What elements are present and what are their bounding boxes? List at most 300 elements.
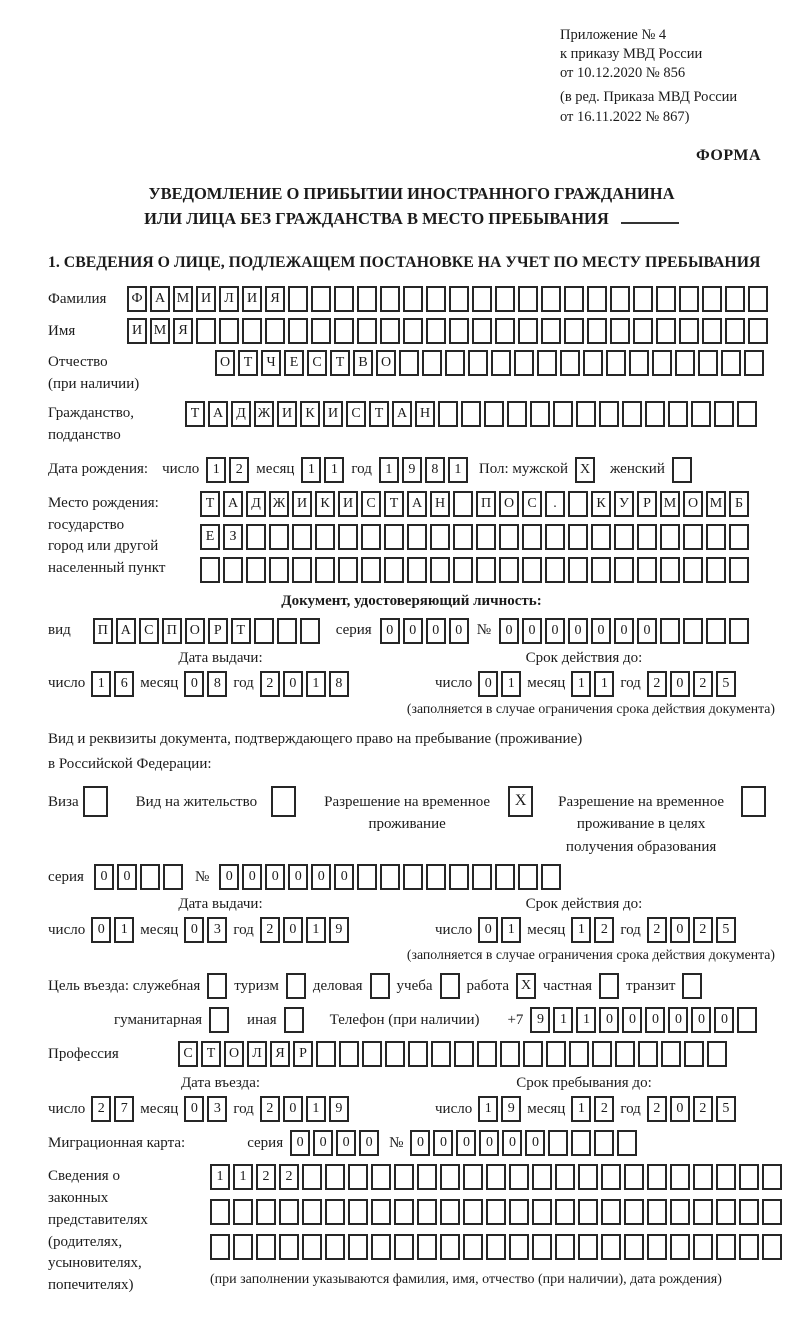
form-cell[interactable]: 1: [553, 1007, 573, 1033]
form-cell[interactable]: [545, 557, 565, 583]
form-cell[interactable]: 9: [501, 1096, 521, 1122]
form-cell[interactable]: [683, 618, 703, 644]
form-cell[interactable]: [426, 864, 446, 890]
form-cell[interactable]: [140, 864, 160, 890]
form-cell[interactable]: [656, 318, 676, 344]
form-cell[interactable]: [357, 318, 377, 344]
form-cell[interactable]: [207, 973, 227, 999]
form-cell[interactable]: [614, 557, 634, 583]
form-cell[interactable]: Е: [284, 350, 304, 376]
form-cell[interactable]: 0: [670, 917, 690, 943]
form-cell[interactable]: [495, 864, 515, 890]
form-cell[interactable]: 0: [622, 1007, 642, 1033]
form-cell[interactable]: [453, 557, 473, 583]
form-cell[interactable]: [698, 350, 718, 376]
form-cell[interactable]: [587, 318, 607, 344]
form-cell[interactable]: [647, 1164, 667, 1190]
form-cell[interactable]: [522, 524, 542, 550]
form-cell[interactable]: [583, 350, 603, 376]
form-cell[interactable]: [507, 401, 527, 427]
form-cell[interactable]: [407, 524, 427, 550]
form-cell[interactable]: [384, 557, 404, 583]
form-cell[interactable]: [702, 318, 722, 344]
form-cell[interactable]: [315, 524, 335, 550]
form-cell[interactable]: [362, 1041, 382, 1067]
form-cell[interactable]: Т: [238, 350, 258, 376]
form-cell[interactable]: [426, 286, 446, 312]
form-cell[interactable]: 0: [499, 618, 519, 644]
form-cell[interactable]: С: [307, 350, 327, 376]
form-cell[interactable]: [578, 1164, 598, 1190]
form-cell[interactable]: [83, 786, 108, 817]
form-cell[interactable]: 0: [614, 618, 634, 644]
form-cell[interactable]: [472, 318, 492, 344]
form-cell[interactable]: [233, 1234, 253, 1260]
form-cell[interactable]: 0: [403, 618, 423, 644]
form-cell[interactable]: [522, 557, 542, 583]
form-cell[interactable]: [254, 618, 274, 644]
form-cell[interactable]: [265, 318, 285, 344]
form-cell[interactable]: 0: [380, 618, 400, 644]
form-cell[interactable]: [683, 557, 703, 583]
form-cell[interactable]: 1: [301, 457, 321, 483]
form-cell[interactable]: [486, 1234, 506, 1260]
form-cell[interactable]: [744, 350, 764, 376]
form-cell[interactable]: Р: [208, 618, 228, 644]
form-cell[interactable]: 0: [184, 1096, 204, 1122]
form-cell[interactable]: [624, 1164, 644, 1190]
form-cell[interactable]: [748, 318, 768, 344]
form-cell[interactable]: X: [575, 457, 595, 483]
form-cell[interactable]: [438, 401, 458, 427]
form-cell[interactable]: [737, 401, 757, 427]
form-cell[interactable]: [541, 318, 561, 344]
form-cell[interactable]: 0: [478, 671, 498, 697]
form-cell[interactable]: [403, 286, 423, 312]
form-cell[interactable]: [518, 864, 538, 890]
form-cell[interactable]: [683, 524, 703, 550]
form-cell[interactable]: [660, 618, 680, 644]
form-cell[interactable]: 5: [716, 1096, 736, 1122]
form-cell[interactable]: [675, 350, 695, 376]
form-cell[interactable]: [210, 1234, 230, 1260]
form-cell[interactable]: К: [591, 491, 611, 517]
form-cell[interactable]: 0: [288, 864, 308, 890]
form-cell[interactable]: 1: [210, 1164, 230, 1190]
form-cell[interactable]: 2: [647, 671, 667, 697]
form-cell[interactable]: И: [323, 401, 343, 427]
form-cell[interactable]: [610, 286, 630, 312]
form-cell[interactable]: [610, 318, 630, 344]
form-cell[interactable]: [576, 401, 596, 427]
form-cell[interactable]: [300, 618, 320, 644]
form-cell[interactable]: [417, 1164, 437, 1190]
form-cell[interactable]: [417, 1199, 437, 1225]
form-cell[interactable]: [453, 524, 473, 550]
form-cell[interactable]: 1: [571, 917, 591, 943]
form-cell[interactable]: X: [508, 786, 533, 817]
form-cell[interactable]: [380, 286, 400, 312]
form-cell[interactable]: Е: [200, 524, 220, 550]
form-cell[interactable]: [472, 286, 492, 312]
form-cell[interactable]: [706, 557, 726, 583]
form-cell[interactable]: С: [178, 1041, 198, 1067]
form-cell[interactable]: У: [614, 491, 634, 517]
form-cell[interactable]: [672, 457, 692, 483]
form-cell[interactable]: Т: [200, 491, 220, 517]
form-cell[interactable]: [461, 401, 481, 427]
form-cell[interactable]: 2: [229, 457, 249, 483]
form-cell[interactable]: З: [223, 524, 243, 550]
form-cell[interactable]: [484, 401, 504, 427]
form-cell[interactable]: [532, 1164, 552, 1190]
form-cell[interactable]: И: [127, 318, 147, 344]
form-cell[interactable]: [495, 286, 515, 312]
form-cell[interactable]: [407, 557, 427, 583]
form-cell[interactable]: [647, 1234, 667, 1260]
form-cell[interactable]: 9: [329, 917, 349, 943]
form-cell[interactable]: [560, 350, 580, 376]
form-cell[interactable]: X: [516, 973, 536, 999]
form-cell[interactable]: [599, 973, 619, 999]
form-cell[interactable]: 0: [359, 1130, 379, 1156]
form-cell[interactable]: [555, 1234, 575, 1260]
form-cell[interactable]: [210, 1199, 230, 1225]
form-cell[interactable]: [422, 350, 442, 376]
form-cell[interactable]: [706, 524, 726, 550]
form-cell[interactable]: [380, 864, 400, 890]
form-cell[interactable]: 2: [279, 1164, 299, 1190]
form-cell[interactable]: С: [361, 491, 381, 517]
form-cell[interactable]: [668, 401, 688, 427]
form-cell[interactable]: [532, 1199, 552, 1225]
form-cell[interactable]: [440, 1199, 460, 1225]
form-cell[interactable]: М: [706, 491, 726, 517]
form-cell[interactable]: [592, 1041, 612, 1067]
form-cell[interactable]: А: [223, 491, 243, 517]
form-cell[interactable]: Т: [231, 618, 251, 644]
form-cell[interactable]: [403, 318, 423, 344]
form-cell[interactable]: [417, 1234, 437, 1260]
form-cell[interactable]: [691, 401, 711, 427]
form-cell[interactable]: [302, 1199, 322, 1225]
form-cell[interactable]: О: [215, 350, 235, 376]
form-cell[interactable]: [246, 557, 266, 583]
form-cell[interactable]: [269, 557, 289, 583]
form-cell[interactable]: [315, 557, 335, 583]
form-cell[interactable]: [370, 973, 390, 999]
form-cell[interactable]: [716, 1199, 736, 1225]
form-cell[interactable]: Т: [369, 401, 389, 427]
form-cell[interactable]: 5: [716, 671, 736, 697]
form-cell[interactable]: 0: [591, 618, 611, 644]
form-cell[interactable]: [316, 1041, 336, 1067]
form-cell[interactable]: [394, 1199, 414, 1225]
form-cell[interactable]: [660, 557, 680, 583]
form-cell[interactable]: [408, 1041, 428, 1067]
form-cell[interactable]: 7: [114, 1096, 134, 1122]
form-cell[interactable]: [394, 1164, 414, 1190]
form-cell[interactable]: [361, 524, 381, 550]
form-cell[interactable]: 0: [184, 917, 204, 943]
form-cell[interactable]: [209, 1007, 229, 1033]
form-cell[interactable]: [624, 1199, 644, 1225]
form-cell[interactable]: [292, 557, 312, 583]
form-cell[interactable]: [292, 524, 312, 550]
form-cell[interactable]: С: [139, 618, 159, 644]
form-cell[interactable]: О: [224, 1041, 244, 1067]
form-cell[interactable]: [682, 973, 702, 999]
form-cell[interactable]: [361, 557, 381, 583]
form-cell[interactable]: [200, 557, 220, 583]
form-cell[interactable]: 0: [525, 1130, 545, 1156]
form-cell[interactable]: [440, 973, 460, 999]
form-cell[interactable]: [637, 524, 657, 550]
form-cell[interactable]: 1: [571, 1096, 591, 1122]
form-cell[interactable]: [271, 786, 296, 817]
form-cell[interactable]: [601, 1164, 621, 1190]
form-cell[interactable]: [693, 1234, 713, 1260]
form-cell[interactable]: [599, 401, 619, 427]
form-cell[interactable]: О: [683, 491, 703, 517]
form-cell[interactable]: Т: [201, 1041, 221, 1067]
form-cell[interactable]: [601, 1234, 621, 1260]
form-cell[interactable]: [454, 1041, 474, 1067]
form-cell[interactable]: [384, 524, 404, 550]
form-cell[interactable]: [624, 1234, 644, 1260]
form-cell[interactable]: 9: [329, 1096, 349, 1122]
form-cell[interactable]: 2: [693, 917, 713, 943]
form-cell[interactable]: [163, 864, 183, 890]
form-cell[interactable]: [587, 286, 607, 312]
form-cell[interactable]: [509, 1199, 529, 1225]
form-cell[interactable]: Д: [231, 401, 251, 427]
form-cell[interactable]: [615, 1041, 635, 1067]
form-cell[interactable]: [647, 1199, 667, 1225]
form-cell[interactable]: [693, 1164, 713, 1190]
form-cell[interactable]: 0: [283, 917, 303, 943]
form-cell[interactable]: [499, 557, 519, 583]
form-cell[interactable]: А: [208, 401, 228, 427]
form-cell[interactable]: [499, 524, 519, 550]
form-cell[interactable]: [426, 318, 446, 344]
form-cell[interactable]: И: [338, 491, 358, 517]
form-cell[interactable]: 2: [693, 671, 713, 697]
form-cell[interactable]: М: [660, 491, 680, 517]
form-cell[interactable]: [569, 1041, 589, 1067]
form-cell[interactable]: [449, 864, 469, 890]
form-cell[interactable]: [440, 1234, 460, 1260]
form-cell[interactable]: 1: [324, 457, 344, 483]
form-cell[interactable]: [645, 401, 665, 427]
form-cell[interactable]: [553, 401, 573, 427]
form-cell[interactable]: Р: [637, 491, 657, 517]
form-cell[interactable]: [568, 557, 588, 583]
form-cell[interactable]: [622, 401, 642, 427]
form-cell[interactable]: [476, 524, 496, 550]
form-cell[interactable]: 0: [94, 864, 114, 890]
form-cell[interactable]: [284, 1007, 304, 1033]
form-cell[interactable]: [638, 1041, 658, 1067]
form-cell[interactable]: [721, 350, 741, 376]
form-cell[interactable]: [545, 524, 565, 550]
form-cell[interactable]: [739, 1164, 759, 1190]
form-cell[interactable]: [578, 1199, 598, 1225]
form-cell[interactable]: [606, 350, 626, 376]
form-cell[interactable]: [729, 524, 749, 550]
form-cell[interactable]: 8: [425, 457, 445, 483]
form-cell[interactable]: [652, 350, 672, 376]
form-cell[interactable]: [472, 864, 492, 890]
form-cell[interactable]: [302, 1234, 322, 1260]
form-cell[interactable]: Я: [173, 318, 193, 344]
form-cell[interactable]: [555, 1164, 575, 1190]
form-cell[interactable]: 0: [290, 1130, 310, 1156]
form-cell[interactable]: [246, 524, 266, 550]
form-cell[interactable]: 0: [265, 864, 285, 890]
form-cell[interactable]: 1: [478, 1096, 498, 1122]
form-cell[interactable]: [500, 1041, 520, 1067]
form-cell[interactable]: 1: [576, 1007, 596, 1033]
form-cell[interactable]: 0: [479, 1130, 499, 1156]
form-cell[interactable]: 1: [448, 457, 468, 483]
form-cell[interactable]: [532, 1234, 552, 1260]
form-cell[interactable]: [729, 618, 749, 644]
form-cell[interactable]: И: [292, 491, 312, 517]
form-cell[interactable]: Н: [415, 401, 435, 427]
form-cell[interactable]: 1: [379, 457, 399, 483]
form-cell[interactable]: [311, 286, 331, 312]
form-cell[interactable]: Б: [729, 491, 749, 517]
form-cell[interactable]: [748, 286, 768, 312]
form-cell[interactable]: [633, 286, 653, 312]
form-cell[interactable]: 2: [256, 1164, 276, 1190]
form-cell[interactable]: 0: [410, 1130, 430, 1156]
form-cell[interactable]: 0: [645, 1007, 665, 1033]
form-cell[interactable]: П: [476, 491, 496, 517]
form-cell[interactable]: [449, 286, 469, 312]
form-cell[interactable]: 1: [571, 671, 591, 697]
form-cell[interactable]: С: [346, 401, 366, 427]
form-cell[interactable]: 0: [242, 864, 262, 890]
form-cell[interactable]: 6: [114, 671, 134, 697]
form-cell[interactable]: [334, 318, 354, 344]
form-cell[interactable]: [737, 1007, 757, 1033]
form-cell[interactable]: 0: [313, 1130, 333, 1156]
form-cell[interactable]: 5: [716, 917, 736, 943]
form-cell[interactable]: 0: [456, 1130, 476, 1156]
form-cell[interactable]: [509, 1234, 529, 1260]
form-cell[interactable]: Н: [430, 491, 450, 517]
form-cell[interactable]: [223, 557, 243, 583]
form-cell[interactable]: [463, 1164, 483, 1190]
form-cell[interactable]: [670, 1164, 690, 1190]
form-cell[interactable]: [568, 524, 588, 550]
form-cell[interactable]: [714, 401, 734, 427]
form-cell[interactable]: [196, 318, 216, 344]
form-cell[interactable]: [601, 1199, 621, 1225]
form-cell[interactable]: 0: [334, 864, 354, 890]
form-cell[interactable]: И: [277, 401, 297, 427]
form-cell[interactable]: Ж: [269, 491, 289, 517]
form-cell[interactable]: 0: [184, 671, 204, 697]
form-cell[interactable]: [371, 1234, 391, 1260]
form-cell[interactable]: [564, 286, 584, 312]
form-cell[interactable]: 0: [568, 618, 588, 644]
form-cell[interactable]: [629, 350, 649, 376]
form-cell[interactable]: 2: [260, 917, 280, 943]
form-cell[interactable]: [684, 1041, 704, 1067]
form-cell[interactable]: [334, 286, 354, 312]
form-cell[interactable]: [591, 557, 611, 583]
form-cell[interactable]: 0: [311, 864, 331, 890]
form-cell[interactable]: 1: [306, 917, 326, 943]
form-cell[interactable]: [385, 1041, 405, 1067]
form-cell[interactable]: [591, 524, 611, 550]
form-cell[interactable]: [348, 1164, 368, 1190]
form-cell[interactable]: А: [392, 401, 412, 427]
form-cell[interactable]: [486, 1199, 506, 1225]
form-cell[interactable]: [463, 1234, 483, 1260]
form-cell[interactable]: 0: [545, 618, 565, 644]
form-cell[interactable]: О: [185, 618, 205, 644]
form-cell[interactable]: [325, 1199, 345, 1225]
form-cell[interactable]: Р: [293, 1041, 313, 1067]
form-cell[interactable]: К: [315, 491, 335, 517]
form-cell[interactable]: [491, 350, 511, 376]
form-cell[interactable]: 0: [637, 618, 657, 644]
form-cell[interactable]: О: [499, 491, 519, 517]
form-cell[interactable]: 0: [91, 917, 111, 943]
form-cell[interactable]: П: [162, 618, 182, 644]
form-cell[interactable]: Т: [185, 401, 205, 427]
form-cell[interactable]: 1: [306, 1096, 326, 1122]
form-cell[interactable]: [348, 1234, 368, 1260]
form-cell[interactable]: [762, 1234, 782, 1260]
form-cell[interactable]: [762, 1164, 782, 1190]
form-cell[interactable]: 1: [114, 917, 134, 943]
form-cell[interactable]: 0: [668, 1007, 688, 1033]
form-cell[interactable]: [702, 286, 722, 312]
form-cell[interactable]: 2: [594, 1096, 614, 1122]
form-cell[interactable]: [514, 350, 534, 376]
form-cell[interactable]: [509, 1164, 529, 1190]
form-cell[interactable]: [679, 286, 699, 312]
form-cell[interactable]: 0: [426, 618, 446, 644]
form-cell[interactable]: 0: [283, 671, 303, 697]
form-cell[interactable]: [670, 1234, 690, 1260]
form-cell[interactable]: [453, 491, 473, 517]
form-cell[interactable]: [725, 286, 745, 312]
form-cell[interactable]: [670, 1199, 690, 1225]
form-cell[interactable]: [357, 864, 377, 890]
form-cell[interactable]: [357, 286, 377, 312]
form-cell[interactable]: 0: [522, 618, 542, 644]
form-cell[interactable]: [716, 1164, 736, 1190]
form-cell[interactable]: 1: [206, 457, 226, 483]
form-cell[interactable]: П: [93, 618, 113, 644]
form-cell[interactable]: [279, 1199, 299, 1225]
form-cell[interactable]: [578, 1234, 598, 1260]
form-cell[interactable]: [380, 318, 400, 344]
form-cell[interactable]: Я: [270, 1041, 290, 1067]
form-cell[interactable]: [555, 1199, 575, 1225]
form-cell[interactable]: [256, 1234, 276, 1260]
form-cell[interactable]: [729, 557, 749, 583]
form-cell[interactable]: [476, 557, 496, 583]
form-cell[interactable]: [279, 1234, 299, 1260]
form-cell[interactable]: Ф: [127, 286, 147, 312]
